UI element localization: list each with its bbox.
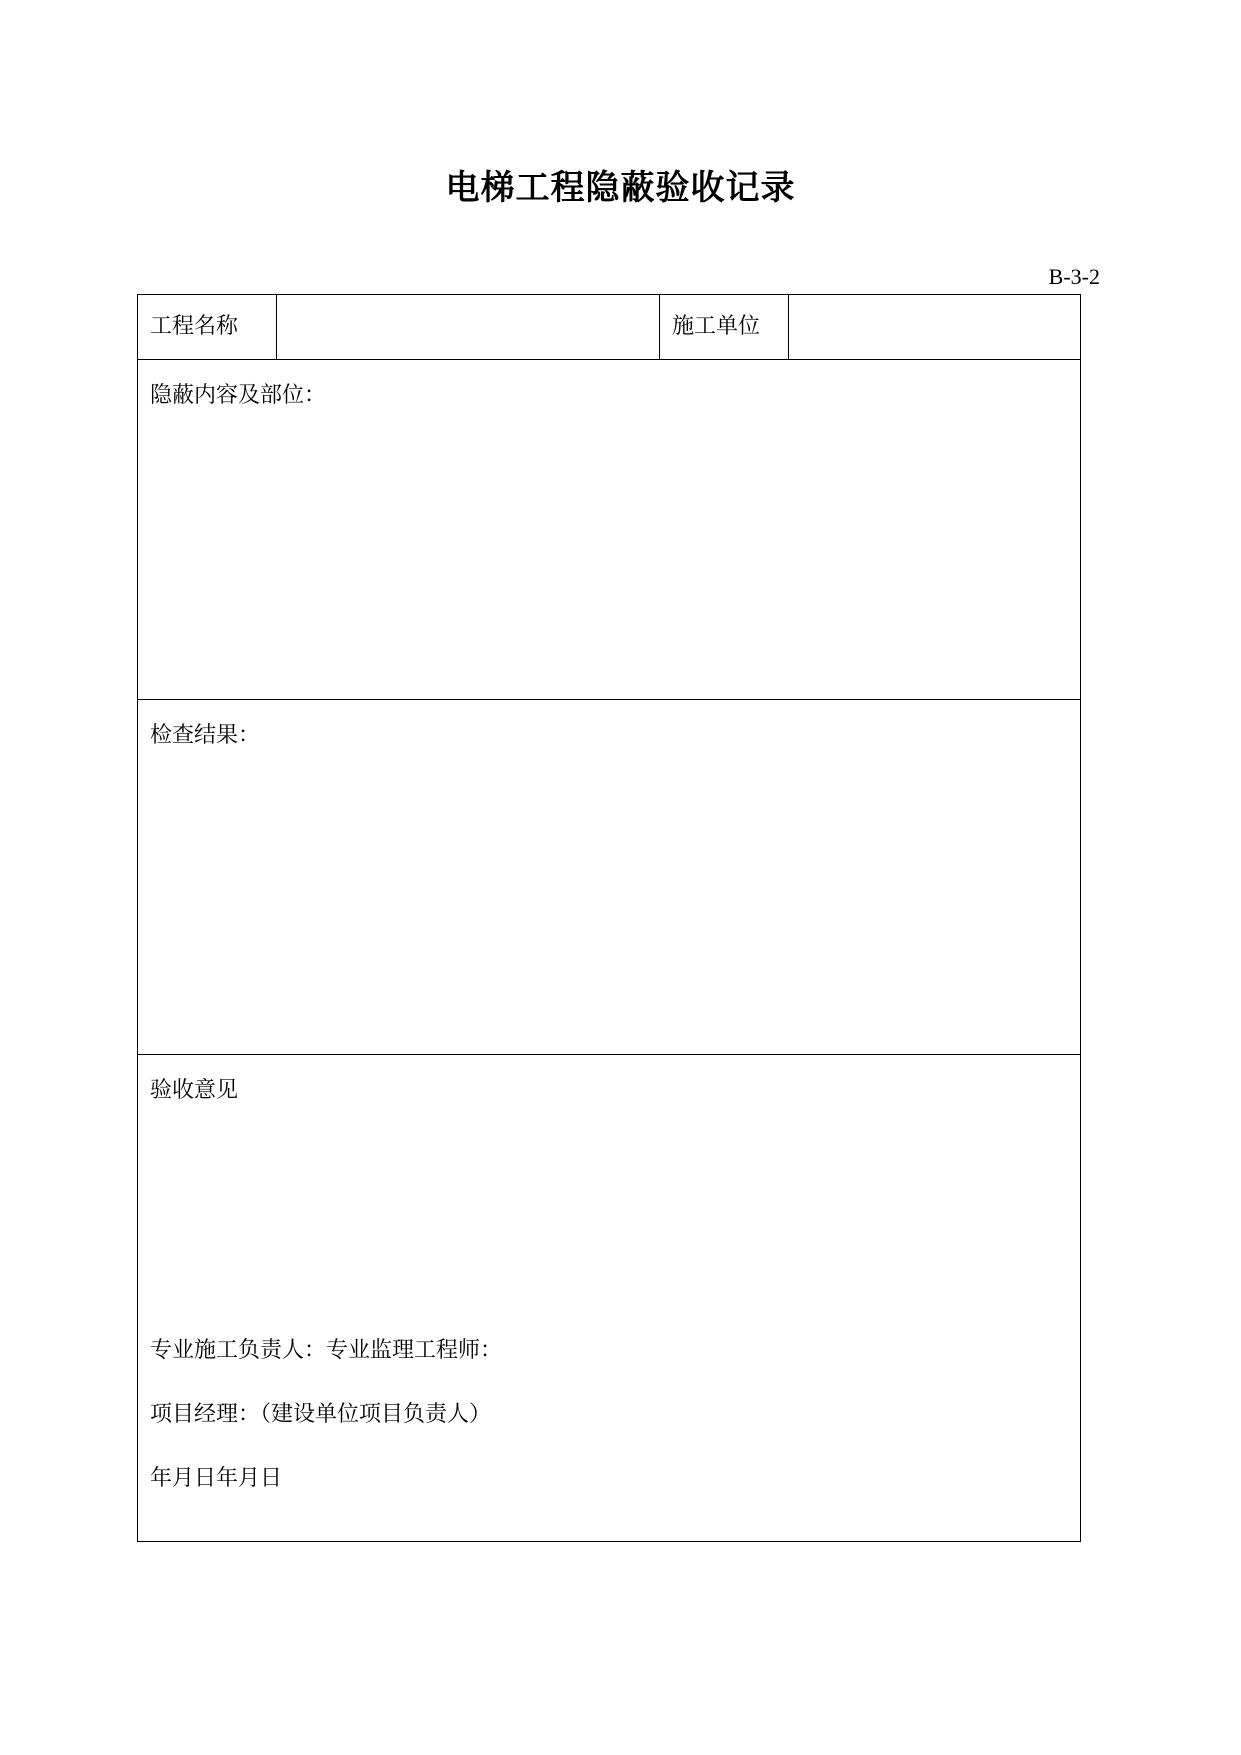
concealed-content-label: 隐蔽内容及部位： bbox=[150, 383, 327, 408]
signature-line-dates: 年月日年月日 bbox=[150, 1466, 283, 1491]
signature-line-responsible-persons: 专业施工负责人：专业监理工程师： bbox=[150, 1338, 503, 1363]
acceptance-opinion-label: 验收意见 bbox=[150, 1078, 239, 1103]
project-name-label: 工程名称 bbox=[138, 295, 277, 359]
page-title: 电梯工程隐蔽验收记录 bbox=[445, 168, 796, 208]
concealed-content-section[interactable] bbox=[138, 360, 1080, 700]
inspection-result-section[interactable] bbox=[138, 700, 1080, 1055]
acceptance-opinion-section[interactable] bbox=[138, 1055, 1080, 1541]
acceptance-record-table bbox=[137, 294, 1081, 1542]
signature-line-project-manager: 项目经理：（建设单位项目负责人） bbox=[150, 1402, 492, 1427]
inspection-result-label: 检查结果： bbox=[150, 723, 261, 748]
construction-unit-label: 施工单位 bbox=[660, 295, 789, 359]
construction-unit-field[interactable] bbox=[789, 295, 1080, 359]
project-name-field[interactable] bbox=[277, 295, 660, 359]
form-code: B-3-2 bbox=[1048, 264, 1100, 289]
header-row bbox=[138, 295, 1080, 360]
